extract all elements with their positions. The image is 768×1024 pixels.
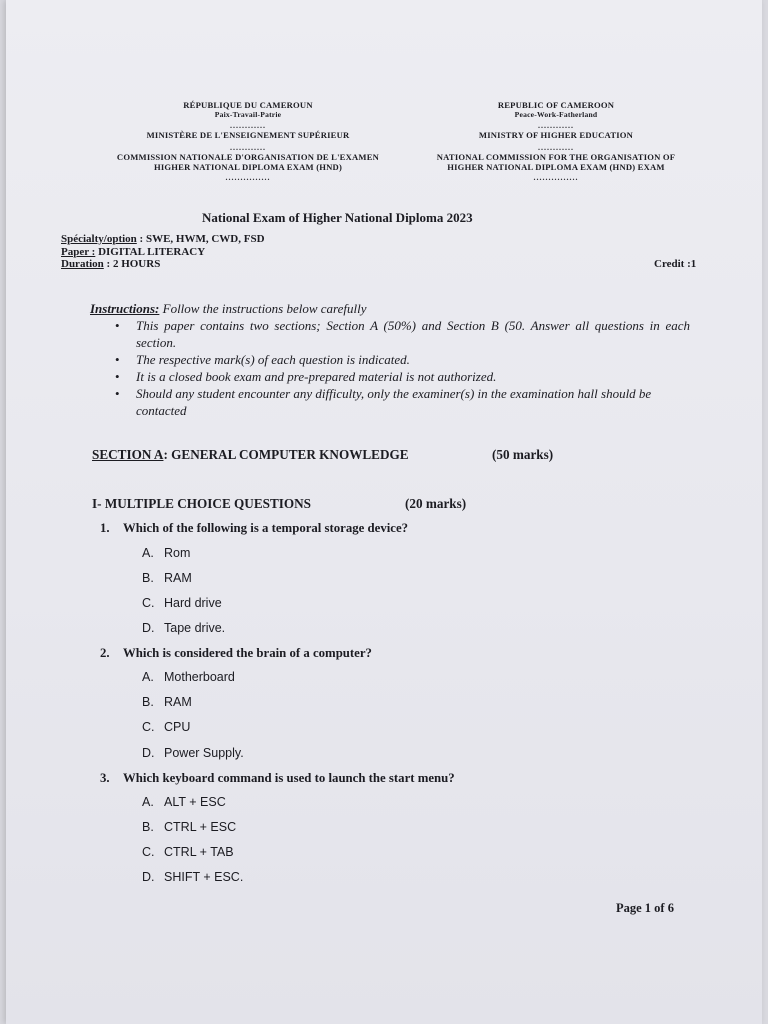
header-right-dots-2: ............	[538, 143, 574, 152]
option	[142, 820, 236, 834]
header-left	[98, 100, 398, 182]
option-text: Motherboard	[164, 670, 235, 684]
duration-label: Duration	[61, 258, 104, 270]
header-left-motto: Paix-Travail-Patrie	[214, 110, 282, 119]
question-number: 1.	[100, 521, 110, 535]
paper-line	[61, 246, 265, 259]
option-letter: A.	[142, 795, 154, 809]
option-text: ALT + ESC	[164, 795, 226, 809]
option-letter: C.	[142, 845, 155, 859]
header-left-dots-2: ............	[230, 143, 266, 152]
question-number: 3.	[100, 771, 110, 785]
header-right-motto: Peace-Work-Fatherland	[514, 110, 598, 119]
instructions	[90, 300, 690, 419]
option	[142, 546, 190, 560]
instruction-item: • This paper contains two sections; Section A (50%) and Section B (50. Answer all questions in each section.	[136, 317, 690, 351]
option	[142, 795, 226, 809]
option-letter: C.	[142, 720, 155, 734]
option-letter: D.	[142, 621, 155, 635]
option-letter: B.	[142, 820, 154, 834]
header-right-dots-1: ............	[538, 121, 574, 130]
header-left-commission-2: HIGHER NATIONAL DIPLOMA EXAM (HND)	[153, 162, 343, 172]
specialty-label: Spécialty/option	[61, 233, 137, 245]
header-left-dots-1: ............	[230, 121, 266, 130]
option-text: RAM	[164, 695, 192, 709]
section-a-heading	[92, 447, 409, 463]
option	[142, 695, 192, 709]
section-a-label: SECTION A	[92, 447, 164, 462]
option-letter: B.	[142, 571, 154, 585]
option-text: CPU	[164, 720, 191, 734]
page-number: Page 1 of 6	[616, 901, 674, 915]
instructions-heading	[90, 300, 690, 317]
exam-title: National Exam of Higher National Diploma 2023	[202, 210, 473, 225]
question-text: Which keyboard command is used to launch the start menu?	[123, 771, 455, 785]
mcq-title: I- MULTIPLE CHOICE QUESTIONS	[92, 496, 311, 511]
instructions-label: Instructions:	[90, 301, 160, 316]
option-letter: D.	[142, 870, 155, 884]
header-left-commission-1: COMMISSION NATIONALE D'ORGANISATION DE L'EXAMEN	[116, 152, 380, 162]
option	[142, 571, 192, 585]
header-right	[404, 100, 708, 182]
instruction-item: • It is a closed book exam and pre-prepared material is not authorized.	[136, 368, 690, 385]
duration-value: : 2 HOURS	[103, 258, 161, 270]
header-right-commission-2: HIGHER NATIONAL DIPLOMA EXAM (HND) EXAM	[447, 162, 665, 172]
option-text: Rom	[164, 546, 191, 560]
section-a-title: : GENERAL COMPUTER KNOWLEDGE	[163, 447, 409, 462]
header-right-ministry: MINISTRY OF HIGHER EDUCATION	[478, 130, 634, 140]
paper-value: DIGITAL LITERACY	[95, 245, 206, 258]
option-letter: A.	[142, 670, 154, 684]
specialty-line	[61, 233, 265, 246]
question-3	[100, 771, 455, 786]
duration-line	[61, 258, 265, 271]
option	[142, 746, 244, 760]
exam-page	[6, 0, 762, 1024]
option	[142, 845, 234, 859]
option	[142, 670, 235, 684]
option	[142, 621, 225, 635]
instruction-item: • The respective mark(s) of each question is indicated.	[136, 351, 690, 368]
instruction-item: • Should any student encounter any difficulty, only the examiner(s) in the examination hall should be contacted	[136, 385, 690, 419]
option-text: Tape drive.	[164, 621, 226, 635]
instructions-lead: Follow the instructions below carefully	[159, 301, 367, 316]
paper-label: Paper :	[61, 245, 96, 258]
mcq-marks: (20 marks)	[405, 496, 467, 511]
instructions-list	[90, 317, 690, 419]
header-right-country: REPUBLIC OF CAMEROON	[497, 100, 615, 110]
question-1	[100, 521, 408, 536]
header-left-country: RÉPUBLIQUE DU CAMEROUN	[183, 100, 313, 110]
option-letter: D.	[142, 746, 155, 760]
question-text: Which is considered the brain of a computer?	[123, 646, 372, 660]
specialty-value: : SWE, HWM, CWD, FSD	[136, 233, 265, 245]
header-left-ministry: MINISTÈRE DE L'ENSEIGNEMENT SUPÉRIEUR	[146, 130, 350, 140]
question-number: 2.	[100, 646, 110, 660]
option-letter: C.	[142, 596, 155, 610]
question-2	[100, 646, 372, 661]
section-a-marks: (50 marks)	[492, 447, 554, 462]
header-right-commission-1: NATIONAL COMMISSION FOR THE ORGANISATION OF	[436, 152, 676, 162]
option-text: SHIFT + ESC.	[164, 870, 244, 884]
option-letter: A.	[142, 546, 154, 560]
option-text: CTRL + ESC	[164, 820, 237, 834]
option	[142, 870, 243, 884]
question-text: Which of the following is a temporal storage device?	[123, 521, 409, 535]
option	[142, 596, 222, 610]
header-left-dots-3: ...............	[225, 173, 271, 182]
option-text: Power Supply.	[164, 746, 244, 760]
option	[142, 720, 190, 734]
option-text: Hard drive	[164, 596, 222, 610]
credit: Credit :1	[654, 258, 697, 270]
option-text: RAM	[164, 571, 192, 585]
exam-meta	[61, 233, 265, 271]
option-text: CTRL + TAB	[164, 845, 234, 859]
option-letter: B.	[142, 695, 154, 709]
header-right-dots-3: ...............	[533, 173, 579, 182]
